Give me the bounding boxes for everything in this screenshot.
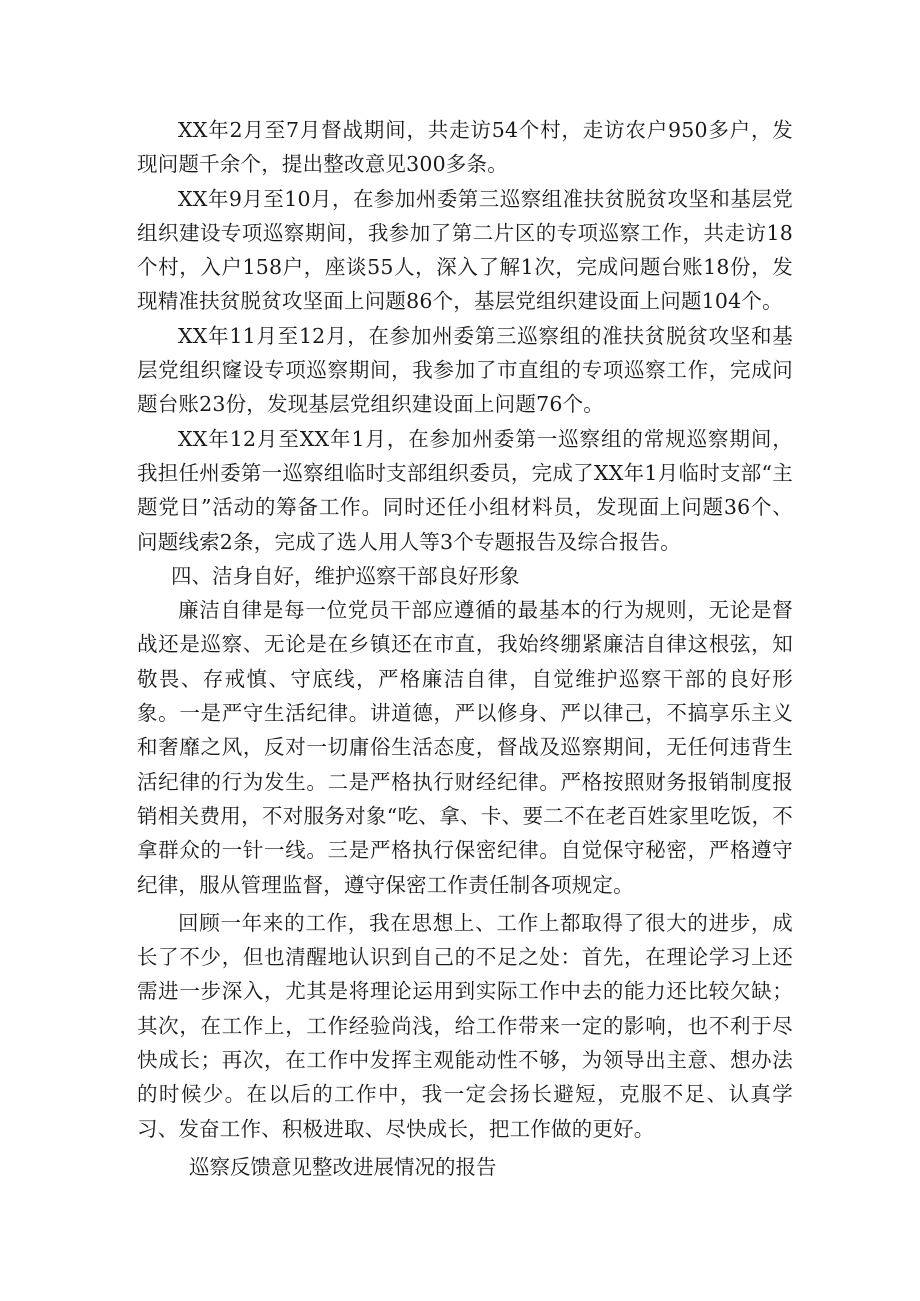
section-heading: 四、洁身自好，维护巡察干部良好形象 (171, 563, 520, 588)
paragraph-inspection-dec-jan: XX年12月至XX年1月，在参加州委第一巡察组的常规巡察期间，我担任州委第一巡察组临时支部组织委员，完成了XX年1月临时支部“主题党日”活动的筹备工作。同时还任小组材料员，发现面上问题36个、问题线索2条，完成了选人用人等3个专题报告及综合报告。 (137, 426, 793, 554)
document-body (137, 113, 793, 1184)
paragraph-supervision-feb-jul: XX年2月至7月督战期间，共走访54个村，走访农户950多户，发现问题千余个，提出整改意见300多条。 (137, 118, 793, 177)
paragraph-inspection-nov-dec: XX年11月至12月，在参加州委第三巡察组的准扶贫脱贫攻坚和基层党组织窿设专项巡察期间，我参加了市直组的专项巡察工作，完成问题台账23份，发现基层党组织建设面上问题76个。 (137, 323, 793, 417)
paragraph-inspection-sep-oct: XX年9月至10月，在参加州委第三巡察组准扶贫脱贫攻坚和基层党组织建设专项巡察期间，我参加了第二片区的专项巡察工作，共走访18个村，入户158户，座谈55人，深入了解1次，完成问题台账18份，发现精准扶贫脱贫攻坚面上问题86个，基层党组织建设面上问题104个。 (137, 186, 793, 314)
closing-title: 巡察反馈意见整改进展情况的报告 (189, 1154, 497, 1179)
paragraph-review: 回顾一年来的工作，我在思想上、工作上都取得了很大的进步，成长了不少，但也清醒地认识到自己的不足之处：首先，在理论学习上还需进一步深入，尤其是将理论运用到实际工作中去的能力还比较欠缺；其次，在工作上，工作经验尚浅，给工作带来一定的影响，也不利于尽快成长；再次，在工作中发挥主观能动性不够，为领导出主意、想办法的时候少。在以后的工作中，我一定会扬长避短，克服不足、认真学习、发奋工作、积极进取、尽快成长，把工作做的更好。 (137, 910, 793, 1141)
paragraph-integrity: 廉洁自律是每一位党员干部应遵循的最基本的行为规则，无论是督战还是巡察、无论是在乡镇还在市直，我始终绷紧廉洁自律这根弦，知敬畏、存戒慎、守底线，严格廉洁自律，自觉维护巡察干部的良好形象。一是严守生活纪律。讲道德，严以修身、严以律己，不搞享乐主义和奢靡之风，反对一切庸俗生活态度，督战及巡察期间，无任何违背生活纪律的行为发生。二是严格执行财经纪律。严格按照财务报销制度报销相关费用，不对服务对象“吃、拿、卡、要二不在老百姓家里吃饭，不拿群众的一针一线。三是严格执行保密纪律。自觉保守秘密，严格遵守纪律，服从管理监督，遵守保密工作责任制各项规定。 (137, 598, 793, 897)
